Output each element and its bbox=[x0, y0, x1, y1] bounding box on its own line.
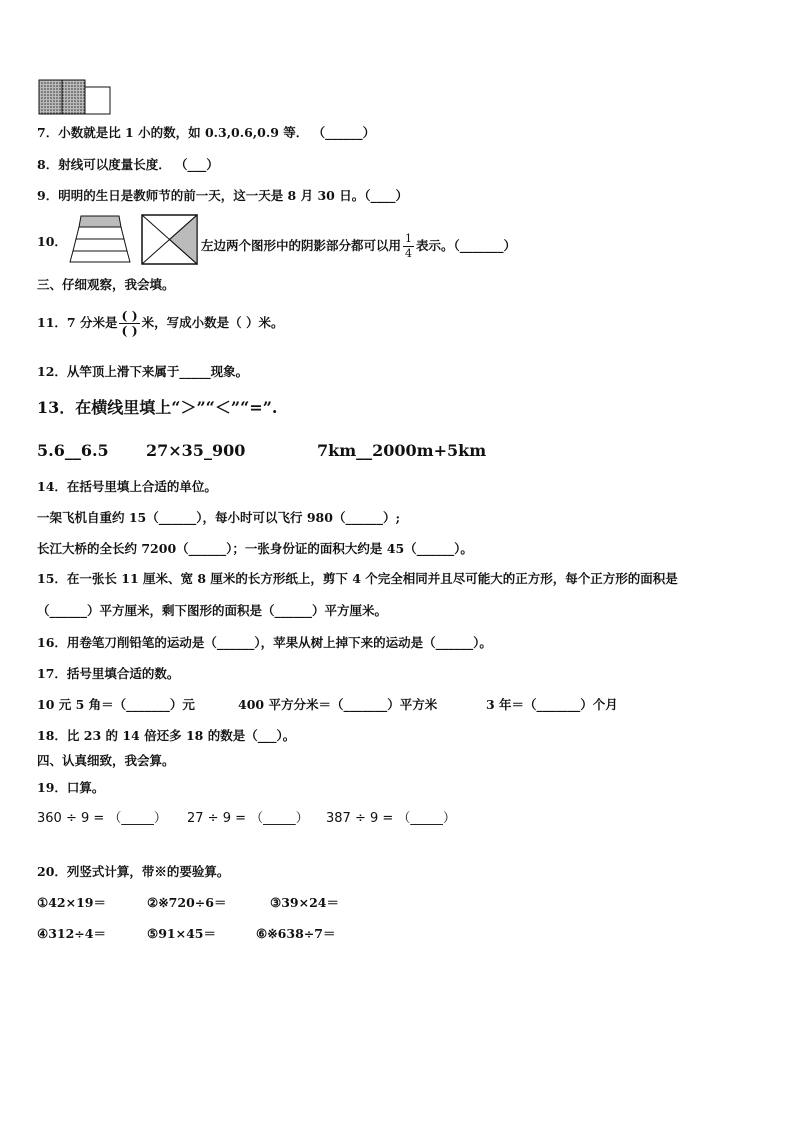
question-19-title: 19．口算。 bbox=[37, 780, 105, 795]
question-20-item-4: ④312÷4＝ bbox=[37, 926, 106, 941]
question-20-item-5: ⑤91×45＝ bbox=[147, 926, 216, 941]
question-8: 8．射线可以度量长度． （___） bbox=[37, 157, 219, 172]
question-13-item-3: 7km__2000m+5km bbox=[317, 441, 487, 460]
question-20-item-6: ⑥※638÷7＝ bbox=[256, 926, 336, 941]
question-11: 11．7 分米是 $\frac{( )}{( )}$ 米，写成小数是（ ）米。 bbox=[37, 308, 284, 338]
shaded-cells-figure bbox=[38, 79, 112, 115]
question-20-title: 20．列竖式计算，带※的要验算。 bbox=[37, 864, 230, 879]
question-16: 16．用卷笔刀削铅笔的运动是（______），苹果从树上掉下来的运动是（______）。 bbox=[37, 635, 492, 650]
question-20-item-3: ③39×24＝ bbox=[270, 895, 339, 910]
question-15-line-1: 15．在一张长 11 厘米、宽 8 厘米的长方形纸上，剪下 4 个完全相同并且尽可能大的正方形，每个正方形的面积是 bbox=[37, 571, 678, 586]
question-19-item-3: 387 ÷ 9 = （_____） bbox=[326, 811, 456, 826]
question-19-item-1: 360 ÷ 9 = （_____） bbox=[37, 811, 167, 826]
question-15-line-2: （______）平方厘米，剩下图形的面积是（______）平方厘米。 bbox=[37, 603, 388, 618]
question-13-item-2: 27×35_900 bbox=[146, 441, 246, 460]
question-7: 7．小数就是比 1 小的数，如 0.3,0.6,0.9 等． （______） bbox=[37, 125, 376, 140]
question-10-number: 10． bbox=[37, 234, 67, 249]
question-18: 18．比 23 的 14 倍还多 18 的数是（___）。 bbox=[37, 728, 296, 743]
question-13-item-1: 5.6__6.5 bbox=[37, 441, 109, 460]
question-17-item-2: 400 平方分米＝（_______）平方米 bbox=[238, 697, 438, 712]
section-4-heading: 四、认真细致，我会算。 bbox=[37, 753, 175, 768]
trapezoid-figure bbox=[67, 214, 133, 264]
question-17-title: 17．括号里填合适的数。 bbox=[37, 666, 180, 681]
square-diagonals-figure bbox=[141, 214, 199, 266]
question-19-item-2: 27 ÷ 9 = （_____） bbox=[187, 811, 309, 826]
question-14-title: 14．在括号里填上合适的单位。 bbox=[37, 479, 217, 494]
question-10-text: 左边两个图形中的阴影部分都可以用 $\frac{1}{4}$ 表示。（_______） bbox=[201, 232, 517, 260]
question-9: 9．明明的生日是教师节的前一天，这一天是 8 月 30 日。（____） bbox=[37, 188, 408, 203]
question-12: 12．从竿顶上滑下来属于_____现象。 bbox=[37, 364, 249, 379]
question-14-line-1: 一架飞机自重约 15（______），每小时可以飞行 980（______）; bbox=[37, 510, 401, 525]
question-20-item-2: ②※720÷6＝ bbox=[147, 895, 227, 910]
question-13-title: 13．在横线里填上“＞”“＜”“=”. bbox=[37, 398, 278, 417]
question-17-item-1: 10 元 5 角＝（_______）元 bbox=[37, 697, 195, 712]
section-3-heading: 三、仔细观察，我会填。 bbox=[37, 277, 175, 292]
question-14-line-2: 长江大桥的全长约 7200（______）；一张身份证的面积大约是 45（______）。 bbox=[37, 541, 473, 556]
question-17-item-3: 3 年＝（_______）个月 bbox=[486, 697, 618, 712]
question-20-item-1: ①42×19＝ bbox=[37, 895, 106, 910]
